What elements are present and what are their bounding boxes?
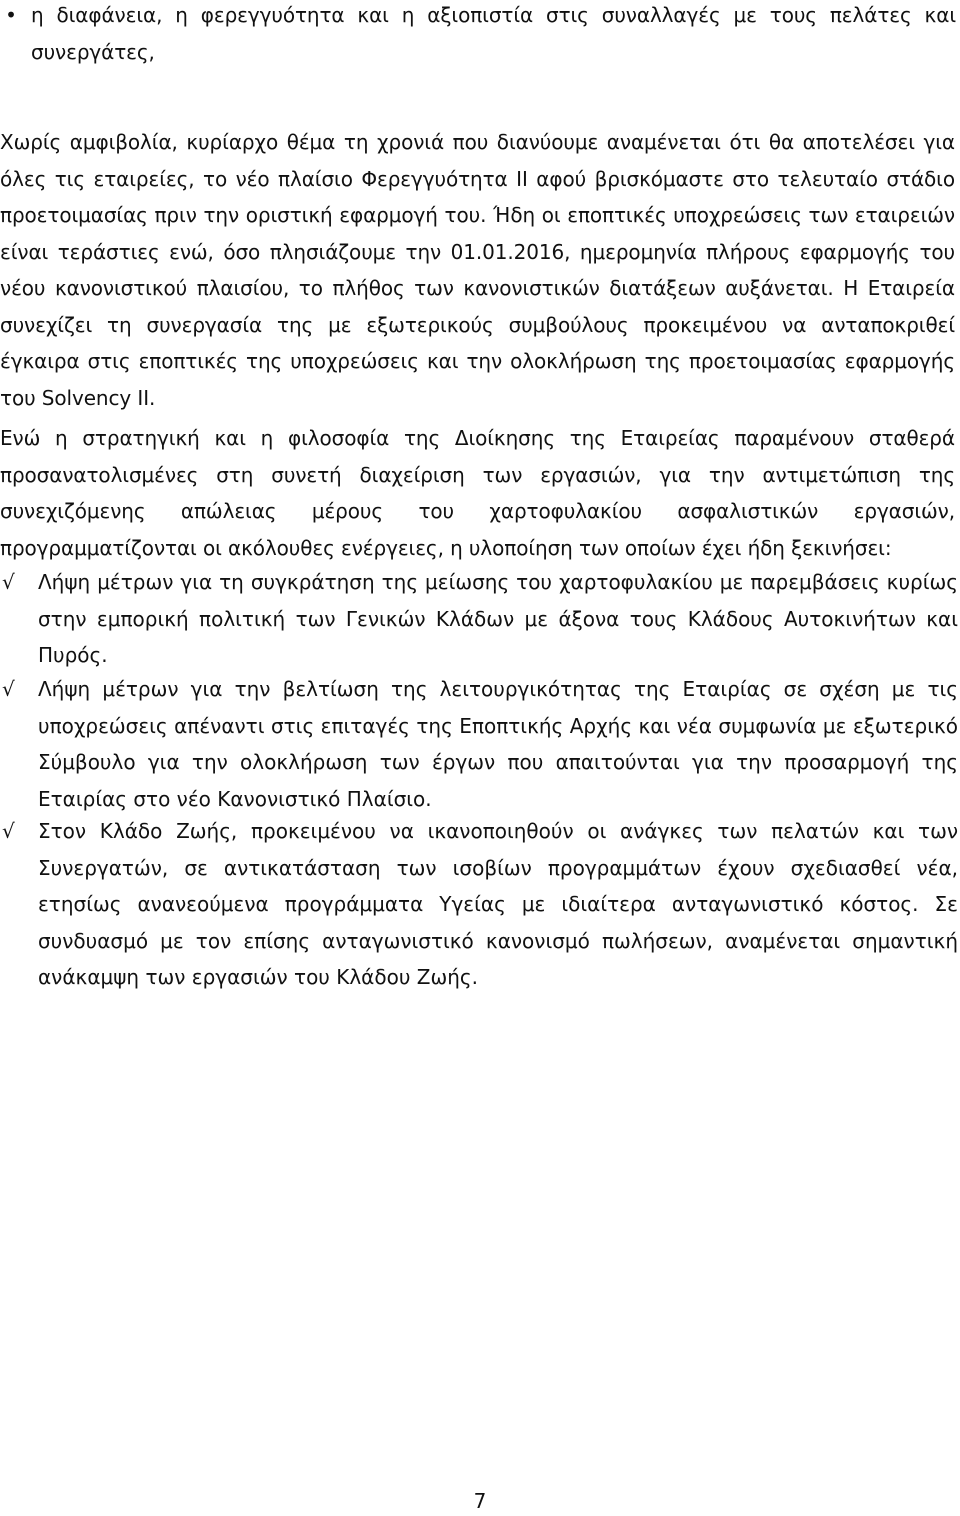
check-mark-icon: √ [2,819,15,843]
check-list-item [0,813,958,996]
check-item-text: Στον Κλάδο Ζωής, προκειμένου να ικανοποιηθούν οι ανάγκες των πελατών και των Συνεργατών, σε αντικατάσταση των ισοβίων προγραμμάτων έχουν σχεδιασθεί νέα, ετησίως ανανεούμενα προγράμματα Υγείας με ιδιαίτερα ανταγωνιστικό κόστος. Σε συνδυασμό με τον επίσης ανταγωνιστικό κανονισμό πωλήσεων, αναμένεται σημαντική ανάκαμψη των εργασιών του Κλάδου Ζωής. [38,819,958,989]
bullet-item-text: η διαφάνεια, η φερεγγυότητα και η αξιοπιστία στις συναλλαγές με τους πελάτες και συνεργάτες, [31,3,956,64]
check-list-item [0,671,958,817]
check-item-text: Λήψη μέτρων για την βελτίωση της λειτουργικότητας της Εταιρίας σε σχέση με τις υποχρεώσεις απέναντι στις επιταγές της Εποπτικής Αρχής και νέα συμφωνία με εξωτερικό Σύμβουλο για την ολοκλήρωση των έργων που απαιτούνται για την προσαρμογή της Εταιρίας στο νέο Κανονιστικό Πλαίσιο. [38,677,958,811]
paragraph-strategy: Ενώ η στρατηγική και η φιλοσοφία της Διοίκησης της Εταιρείας παραμένουν σταθερά προσανατολισμένες στη συνετή διαχείριση των εργασιών, για την αντιμετώπιση της συνεχιζόμενης απώλειας μέρους του χαρτοφυλακίου ασφαλιστικών εργασιών, προγραμματίζονται οι ακόλουθες ενέργειες, η υλοποίηση των οποίων έχει ήδη ξεκινήσει: [0,426,955,560]
bullet-icon: • [5,3,17,27]
page-number: 7 [473,1489,487,1513]
check-mark-icon: √ [2,677,15,701]
check-mark-icon: √ [2,570,15,594]
paragraph-solvency: Χωρίς αμφιβολία, κυρίαρχο θέμα τη χρονιά που διανύουμε αναμένεται ότι θα αποτελέσει για όλες τις εταιρείες, το νέο πλαίσιο Φερεγγυότητα ΙΙ αφού βρισκόμαστε στο τελευταίο στάδιο προετοιμασίας πριν την οριστική εφαρμογή του. Ήδη οι εποπτικές υποχρεώσεις των εταιρειών είναι τεράστιες ενώ, όσο πλησιάζουμε την 01.01.2016, ημερομηνία πλήρους εφαρμογής του νέου κανονιστικού πλαισίου, το πλήθος των κανονιστικών διατάξεων αυξάνεται. Η Εταιρεία συνεχίζει τη συνεργασία της με εξωτερικούς συμβούλους προκειμένου να ανταποκριθεί έγκαιρα στις εποπτικές της υποχρεώσεις και την ολοκλήρωση της προετοιμασίας εφαρμογής του Solvency II. [0,130,955,410]
check-list-item [0,564,958,674]
bullet-list-item [0,0,956,70]
check-item-text: Λήψη μέτρων για τη συγκράτηση της μείωσης του χαρτοφυλακίου με παρεμβάσεις κυρίως στην εμπορική πολιτική των Γενικών Κλάδων με άξονα τους Κλάδους Αυτοκινήτων και Πυρός. [38,570,958,667]
